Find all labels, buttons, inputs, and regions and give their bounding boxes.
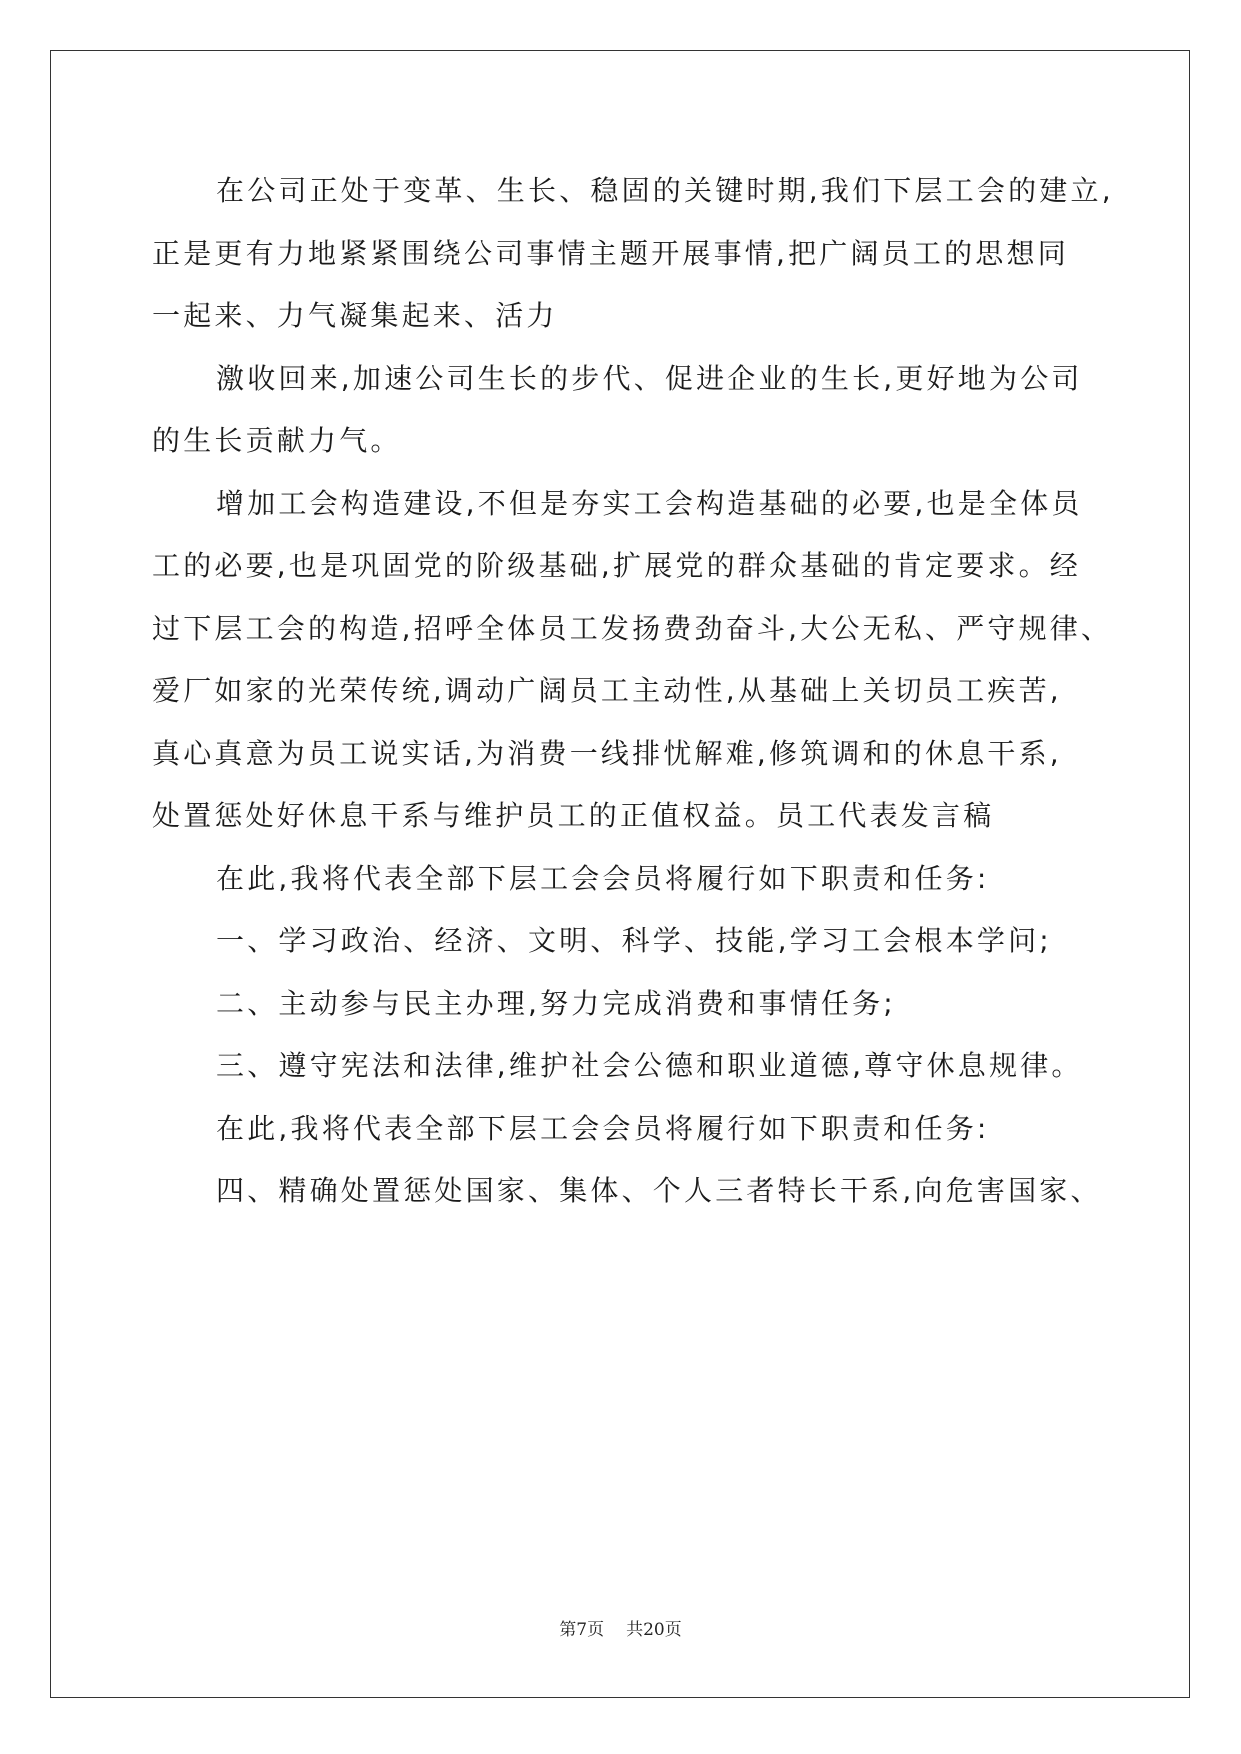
page-footer: [0, 1615, 1241, 1640]
text-line: 二、主动参与民主办理,努力完成消费和事情任务;: [216, 986, 896, 1020]
document-body: [152, 160, 1114, 1223]
text-line: 正是更有力地紧紧围绕公司事情主题开展事情,把广阔员工的思想同: [152, 236, 1069, 270]
text-line: 处置惩处好休息干系与维护员工的正值权益。员工代表发言稿: [152, 799, 995, 832]
text-line: 在公司正处于变革、生长、稳固的关键时期,我们下层工会的建立,: [216, 174, 1114, 207]
text-line: 过下层工会的构造,招呼全体员工发扬费劲奋斗,大公无私、严守规律、: [152, 611, 1113, 645]
page-number-total: 共20页: [626, 1620, 682, 1640]
text-line: 真心真意为员工说实话,为消费一线排忧解难,修筑调和的休息干系,: [152, 736, 1062, 770]
text-line: 四、精确处置惩处国家、集体、个人三者特长干系,向危害国家、: [216, 1174, 1102, 1207]
text-line: 一起来、力气凝集起来、活力: [152, 299, 558, 332]
text-line: 的生长贡献力气。: [152, 424, 402, 457]
text-line: 增加工会构造建设,不但是夯实工会构造基础的必要,也是全体员: [216, 486, 1083, 520]
text-line: 爱厂如家的光荣传统,调动广阔员工主动性,从基础上关切员工疾苦,: [152, 674, 1062, 707]
text-line: 三、遵守宪法和法律,维护社会公德和职业道德,尊守休息规律。: [216, 1049, 1083, 1082]
text-line: 在此,我将代表全部下层工会会员将履行如下职责和任务:: [216, 1111, 990, 1145]
text-line: 工的必要,也是巩固党的阶级基础,扩展党的群众基础的肯定要求。经: [152, 549, 1082, 582]
text-line: 激收回来,加速公司生长的步代、促进企业的生长,更好地为公司: [216, 361, 1083, 395]
text-line: 在此,我将代表全部下层工会会员将履行如下职责和任务:: [216, 861, 990, 895]
page-number-current: 第7页: [559, 1620, 605, 1640]
text-line: 一、学习政治、经济、文明、科学、技能,学习工会根本学问;: [216, 924, 1052, 957]
